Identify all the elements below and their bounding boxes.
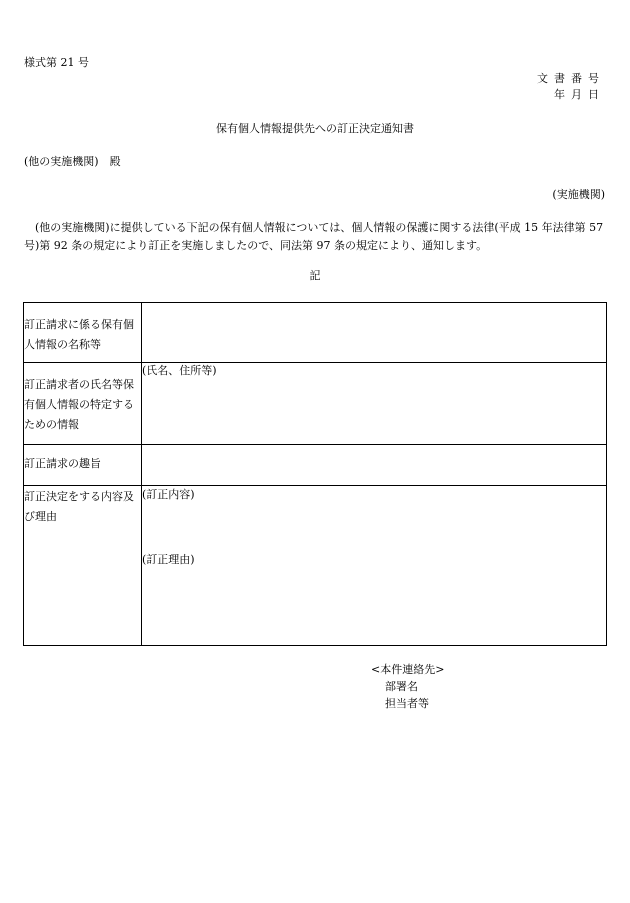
contact-department: 部署名: [385, 680, 418, 693]
row-label: 訂正請求に係る保有個人情報の名称等: [24, 318, 134, 351]
correction-reason-note: (訂正理由): [142, 553, 195, 566]
table-row: [24, 445, 607, 486]
row-label: 訂正決定をする内容及び理由: [24, 490, 134, 523]
row-label-cell: [24, 445, 142, 486]
contact-block: [371, 661, 444, 712]
correction-content-note: (訂正内容): [142, 488, 195, 501]
document-title: 保有個人情報提供先への訂正決定通知書: [216, 122, 414, 135]
contact-heading: <本件連絡先>: [371, 663, 445, 676]
body-paragraph: (他の実施機関)に提供している下記の保有個人情報については、個人情報の保護に関する法律(平成 15 年法律第 57 号)第 92 条の規定により訂正を実施しましたので、同法第 97 条の規定により、通知します。: [24, 221, 604, 252]
row-label: 訂正請求の趣旨: [24, 457, 101, 470]
form-number: 様式第 21 号: [24, 56, 89, 69]
row-value-cell: [142, 445, 607, 486]
row-label: 訂正請求者の氏名等保有個人情報の特定するための情報: [24, 378, 134, 431]
table-row: [24, 486, 607, 646]
document-date: 年月日: [554, 88, 605, 101]
row-label-cell: [24, 486, 142, 646]
correction-table: [23, 302, 607, 646]
row-value-cell: [142, 303, 607, 363]
document-number: 文書番号: [537, 72, 605, 85]
row-label-cell: [24, 303, 142, 363]
row-value: (氏名、住所等): [142, 364, 217, 377]
table-row: [24, 363, 607, 445]
sender: (実施機関): [552, 188, 605, 201]
row-label-cell: [24, 363, 142, 445]
ki-heading: 記: [309, 269, 321, 282]
row-value-cell: [142, 363, 607, 445]
table-row: [24, 303, 607, 363]
addressee: (他の実施機関) 殿: [24, 155, 121, 168]
row-value-cell: [142, 486, 607, 646]
contact-person: 担当者等: [385, 697, 429, 710]
